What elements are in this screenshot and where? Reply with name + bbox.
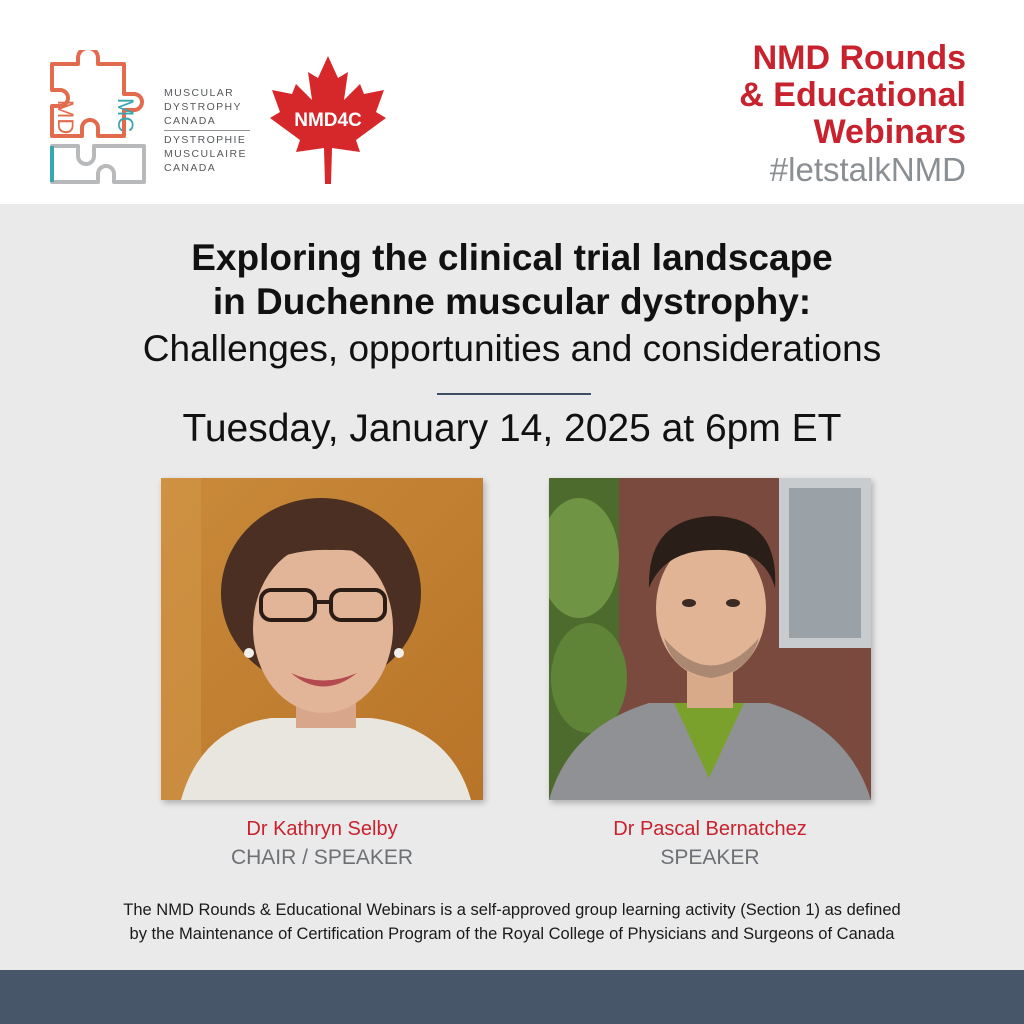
- mdc-wordmark: [164, 86, 260, 175]
- note-line: The NMD Rounds & Educational Webinars is a self-approved group learning activity (Section 1) as defined: [123, 901, 901, 919]
- brand-line: NMD Rounds: [752, 39, 966, 77]
- svg-text:MD: MD: [53, 100, 78, 135]
- title-line: Exploring the clinical trial landscape: [191, 237, 833, 278]
- speaker-role: CHAIR / SPEAKER: [230, 846, 414, 869]
- accreditation-note: [40, 898, 984, 946]
- speaker-name: Dr Pascal Bernatchez: [613, 818, 807, 840]
- mdc-en-line: MUSCULAR: [164, 87, 235, 99]
- mdc-fr-line: CANADA: [164, 162, 217, 174]
- speaker-role: SPEAKER: [660, 846, 760, 869]
- footer-bar: [0, 970, 1024, 1024]
- title-divider: [437, 393, 591, 395]
- speaker-name: Dr Kathryn Selby: [246, 818, 398, 840]
- header-banner: [0, 0, 1024, 204]
- brand-line: & Educational: [739, 76, 966, 114]
- speaker-photo-pascal-bernatchez: [549, 478, 871, 800]
- mdc-fr-line: MUSCULAIRE: [164, 148, 247, 160]
- svg-text:MC: MC: [113, 98, 138, 133]
- title-line: in Duchenne muscular dystrophy:: [212, 281, 812, 322]
- mdc-en-line: CANADA: [164, 115, 217, 127]
- nmd4c-label: NMD4C: [294, 110, 362, 131]
- mdc-fr-line: DYSTROPHIE: [164, 134, 247, 146]
- brand-line: Webinars: [813, 113, 966, 151]
- event-title: [0, 236, 1024, 374]
- nmd4c-maple-leaf-logo: [268, 54, 388, 186]
- mdc-divider: [164, 130, 250, 131]
- mdc-en-line: DYSTROPHY: [164, 101, 242, 113]
- note-line: by the Maintenance of Certification Program of the Royal College of Physicians and Surgeons of Canada: [129, 925, 895, 943]
- speaker-photo-kathryn-selby: [161, 478, 483, 800]
- event-date: Tuesday, January 14, 2025 at 6pm ET: [182, 407, 842, 450]
- brand-title-block: [739, 40, 966, 189]
- subtitle-line: Challenges, opportunities and considerations: [142, 328, 882, 369]
- muscular-dystrophy-canada-logo: [48, 50, 152, 186]
- hashtag: #letstalkNMD: [769, 151, 966, 188]
